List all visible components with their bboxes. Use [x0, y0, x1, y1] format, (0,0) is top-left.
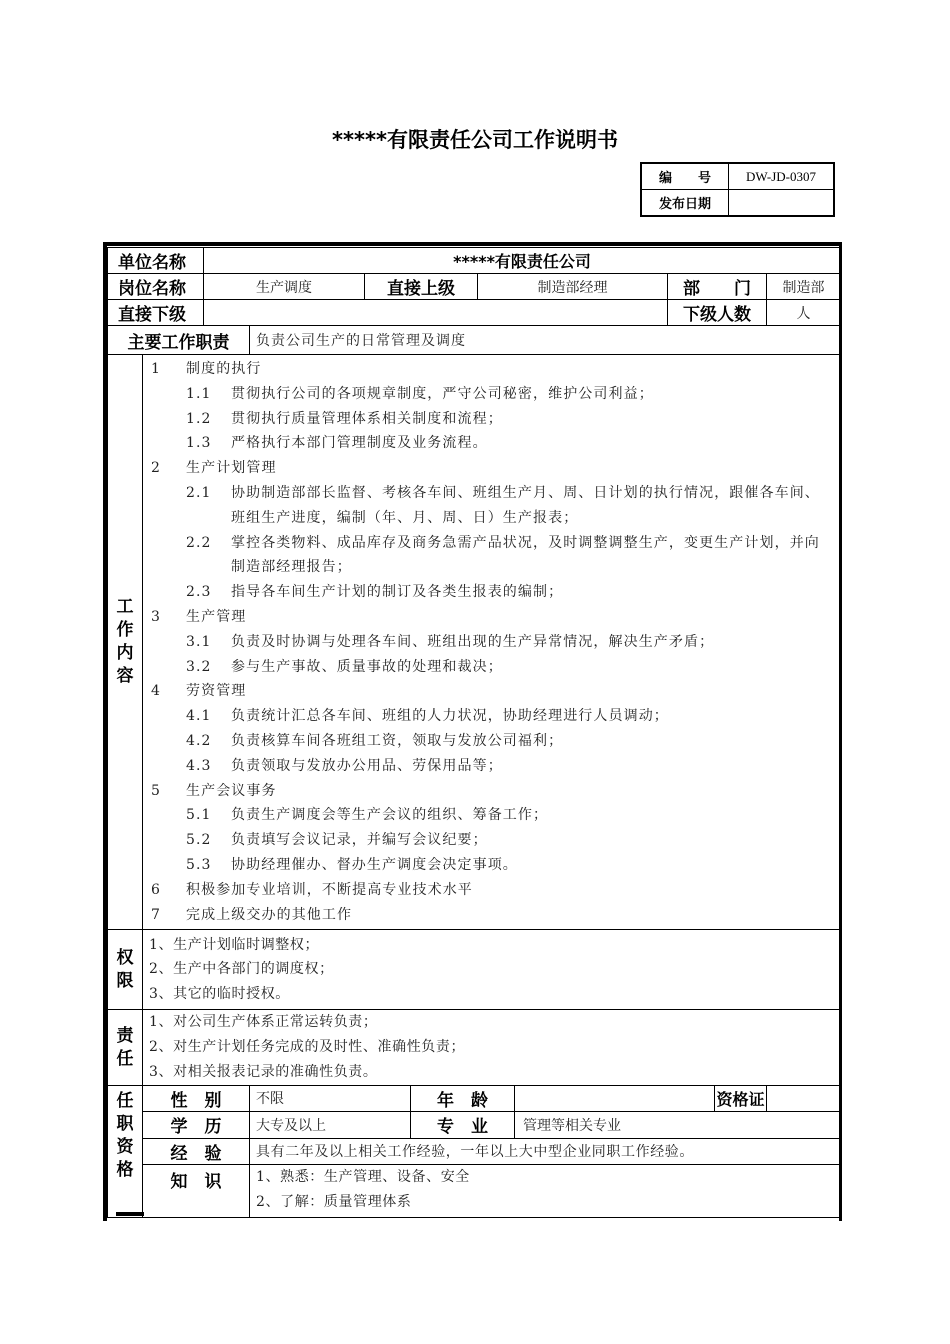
authority-list: [143, 930, 841, 1010]
code-label: 编 号: [641, 163, 729, 190]
list-item: 1、对公司生产体系正常运转负责；: [149, 1014, 378, 1031]
list-item: 6 积极参加专业培训，不断提高专业技术水平: [151, 881, 473, 898]
authority-label: 权 限: [108, 930, 143, 1010]
date-value: [729, 190, 835, 217]
responsibility-list: [143, 1010, 841, 1085]
superior-label: 直接上级: [365, 274, 478, 300]
list-item: 2、生产中各部门的调度权；: [149, 961, 334, 978]
date-label: 发布日期: [641, 190, 729, 217]
list-item: 3、对相关报表记录的准确性负责。: [149, 1063, 378, 1080]
knowledge-list: [250, 1164, 841, 1217]
department-value: 制造部: [767, 274, 841, 300]
list-item: 5.2 负责填写会议记录，并编写会议纪要；: [186, 832, 488, 849]
position-value: 生产调度: [204, 274, 365, 300]
list-item: 4 劳资管理: [151, 683, 247, 700]
document-title: *****有限责任公司工作说明书: [332, 128, 618, 152]
list-item: 5 生产会议事务: [151, 782, 277, 799]
gender-label: 性 别: [143, 1085, 250, 1111]
list-item: 5.1 负责生产调度会等生产会议的组织、筹备工作；: [186, 807, 549, 824]
subordinate-count-value: 人: [767, 300, 841, 326]
list-item: 1、生产计划临时调整权；: [149, 936, 320, 953]
subordinate-count-label: 下级人数: [668, 300, 767, 326]
list-item: 2.1 协助制造部部长监督、考核各车间、班组生产月、周、日计划的执行情况，跟催各车间、班组生产进度，编制（年、月、周、日）生产报表；: [186, 484, 820, 526]
position-label: 岗位名称: [108, 274, 204, 300]
education-value: 大专及以上: [250, 1111, 411, 1138]
education-label: 学 历: [143, 1111, 250, 1138]
list-item: 4.2 负责核算车间各班组工资，领取与发放公司福利；: [186, 732, 564, 749]
certificate-label: 资格证: [715, 1085, 767, 1111]
list-item: 1、熟悉：生产管理、设备、安全: [256, 1168, 470, 1185]
code-value: DW-JD-0307: [729, 163, 835, 190]
department-label: 部 门: [668, 274, 767, 300]
list-item: 1.2 贯彻执行质量管理体系相关制度和流程；: [186, 410, 503, 427]
work-content-list: [143, 355, 841, 930]
list-item: 7 完成上级交办的其他工作: [151, 906, 353, 923]
main-duty-label: 主要工作职责: [108, 326, 250, 355]
gender-value: 不限: [250, 1085, 411, 1111]
subordinate-label: 直接下级: [108, 300, 204, 326]
experience-value: 具有二年及以上相关工作经验，一年以上大中型企业同职工作经验。: [250, 1138, 841, 1164]
job-description-table: [107, 247, 841, 1218]
superior-value: 制造部经理: [478, 274, 668, 300]
list-item: 3 生产管理: [151, 608, 247, 625]
work-content-label: 工 作 内 容: [108, 355, 143, 930]
main-duty-value: 负责公司生产的日常管理及调度: [250, 326, 841, 355]
list-item: 3.2 参与生产事故、质量事故的处理和裁决；: [186, 658, 503, 675]
experience-label: 经 验: [143, 1138, 250, 1164]
list-item: 1.3 严格执行本部门管理制度及业务流程。: [186, 435, 488, 452]
unit-name-label: 单位名称: [108, 248, 204, 274]
list-item: 4.1 负责统计汇总各车间、班组的人力状况，协助经理进行人员调动；: [186, 708, 669, 725]
certificate-value: [767, 1085, 841, 1111]
major-value: 管理等相关专业: [515, 1111, 841, 1138]
list-item: 2、了解：质量管理体系: [256, 1193, 412, 1210]
table-footer-mark: [116, 1212, 144, 1216]
subordinate-value: [204, 300, 668, 326]
major-label: 专 业: [411, 1111, 515, 1138]
list-item: 4.3 负责领取与发放办公用品、劳保用品等；: [186, 757, 503, 774]
list-item: 1 制度的执行: [151, 361, 262, 377]
list-item: 1.1 贯彻执行公司的各项规章制度，严守公司秘密，维护公司利益；: [186, 385, 654, 402]
responsibility-label: 责 任: [108, 1010, 143, 1085]
list-item: 3、其它的临时授权。: [149, 986, 290, 1003]
list-item: 5.3 协助经理催办、督办生产调度会决定事项。: [186, 856, 518, 873]
age-value: [515, 1085, 715, 1111]
document-meta-table: [640, 162, 835, 217]
qualification-label: 任 职 资 格: [108, 1085, 143, 1217]
list-item: 2.3 指导各车间生产计划的制订及各类生报表的编制；: [186, 584, 564, 601]
list-item: 2.2 掌控各类物料、成品库存及商务急需产品状况，及时调整调整生产，变更生产计划，并向制造部经理报告；: [186, 534, 820, 576]
list-item: 3.1 负责及时协调与处理各车间、班组出现的生产异常情况，解决生产矛盾；: [186, 633, 715, 650]
list-item: 2、对生产计划任务完成的及时性、准确性负责；: [149, 1039, 466, 1056]
knowledge-label: 知 识: [143, 1164, 250, 1217]
list-item: 2 生产计划管理: [151, 460, 277, 477]
age-label: 年 龄: [411, 1085, 515, 1111]
unit-name-value: *****有限责任公司: [204, 248, 841, 274]
